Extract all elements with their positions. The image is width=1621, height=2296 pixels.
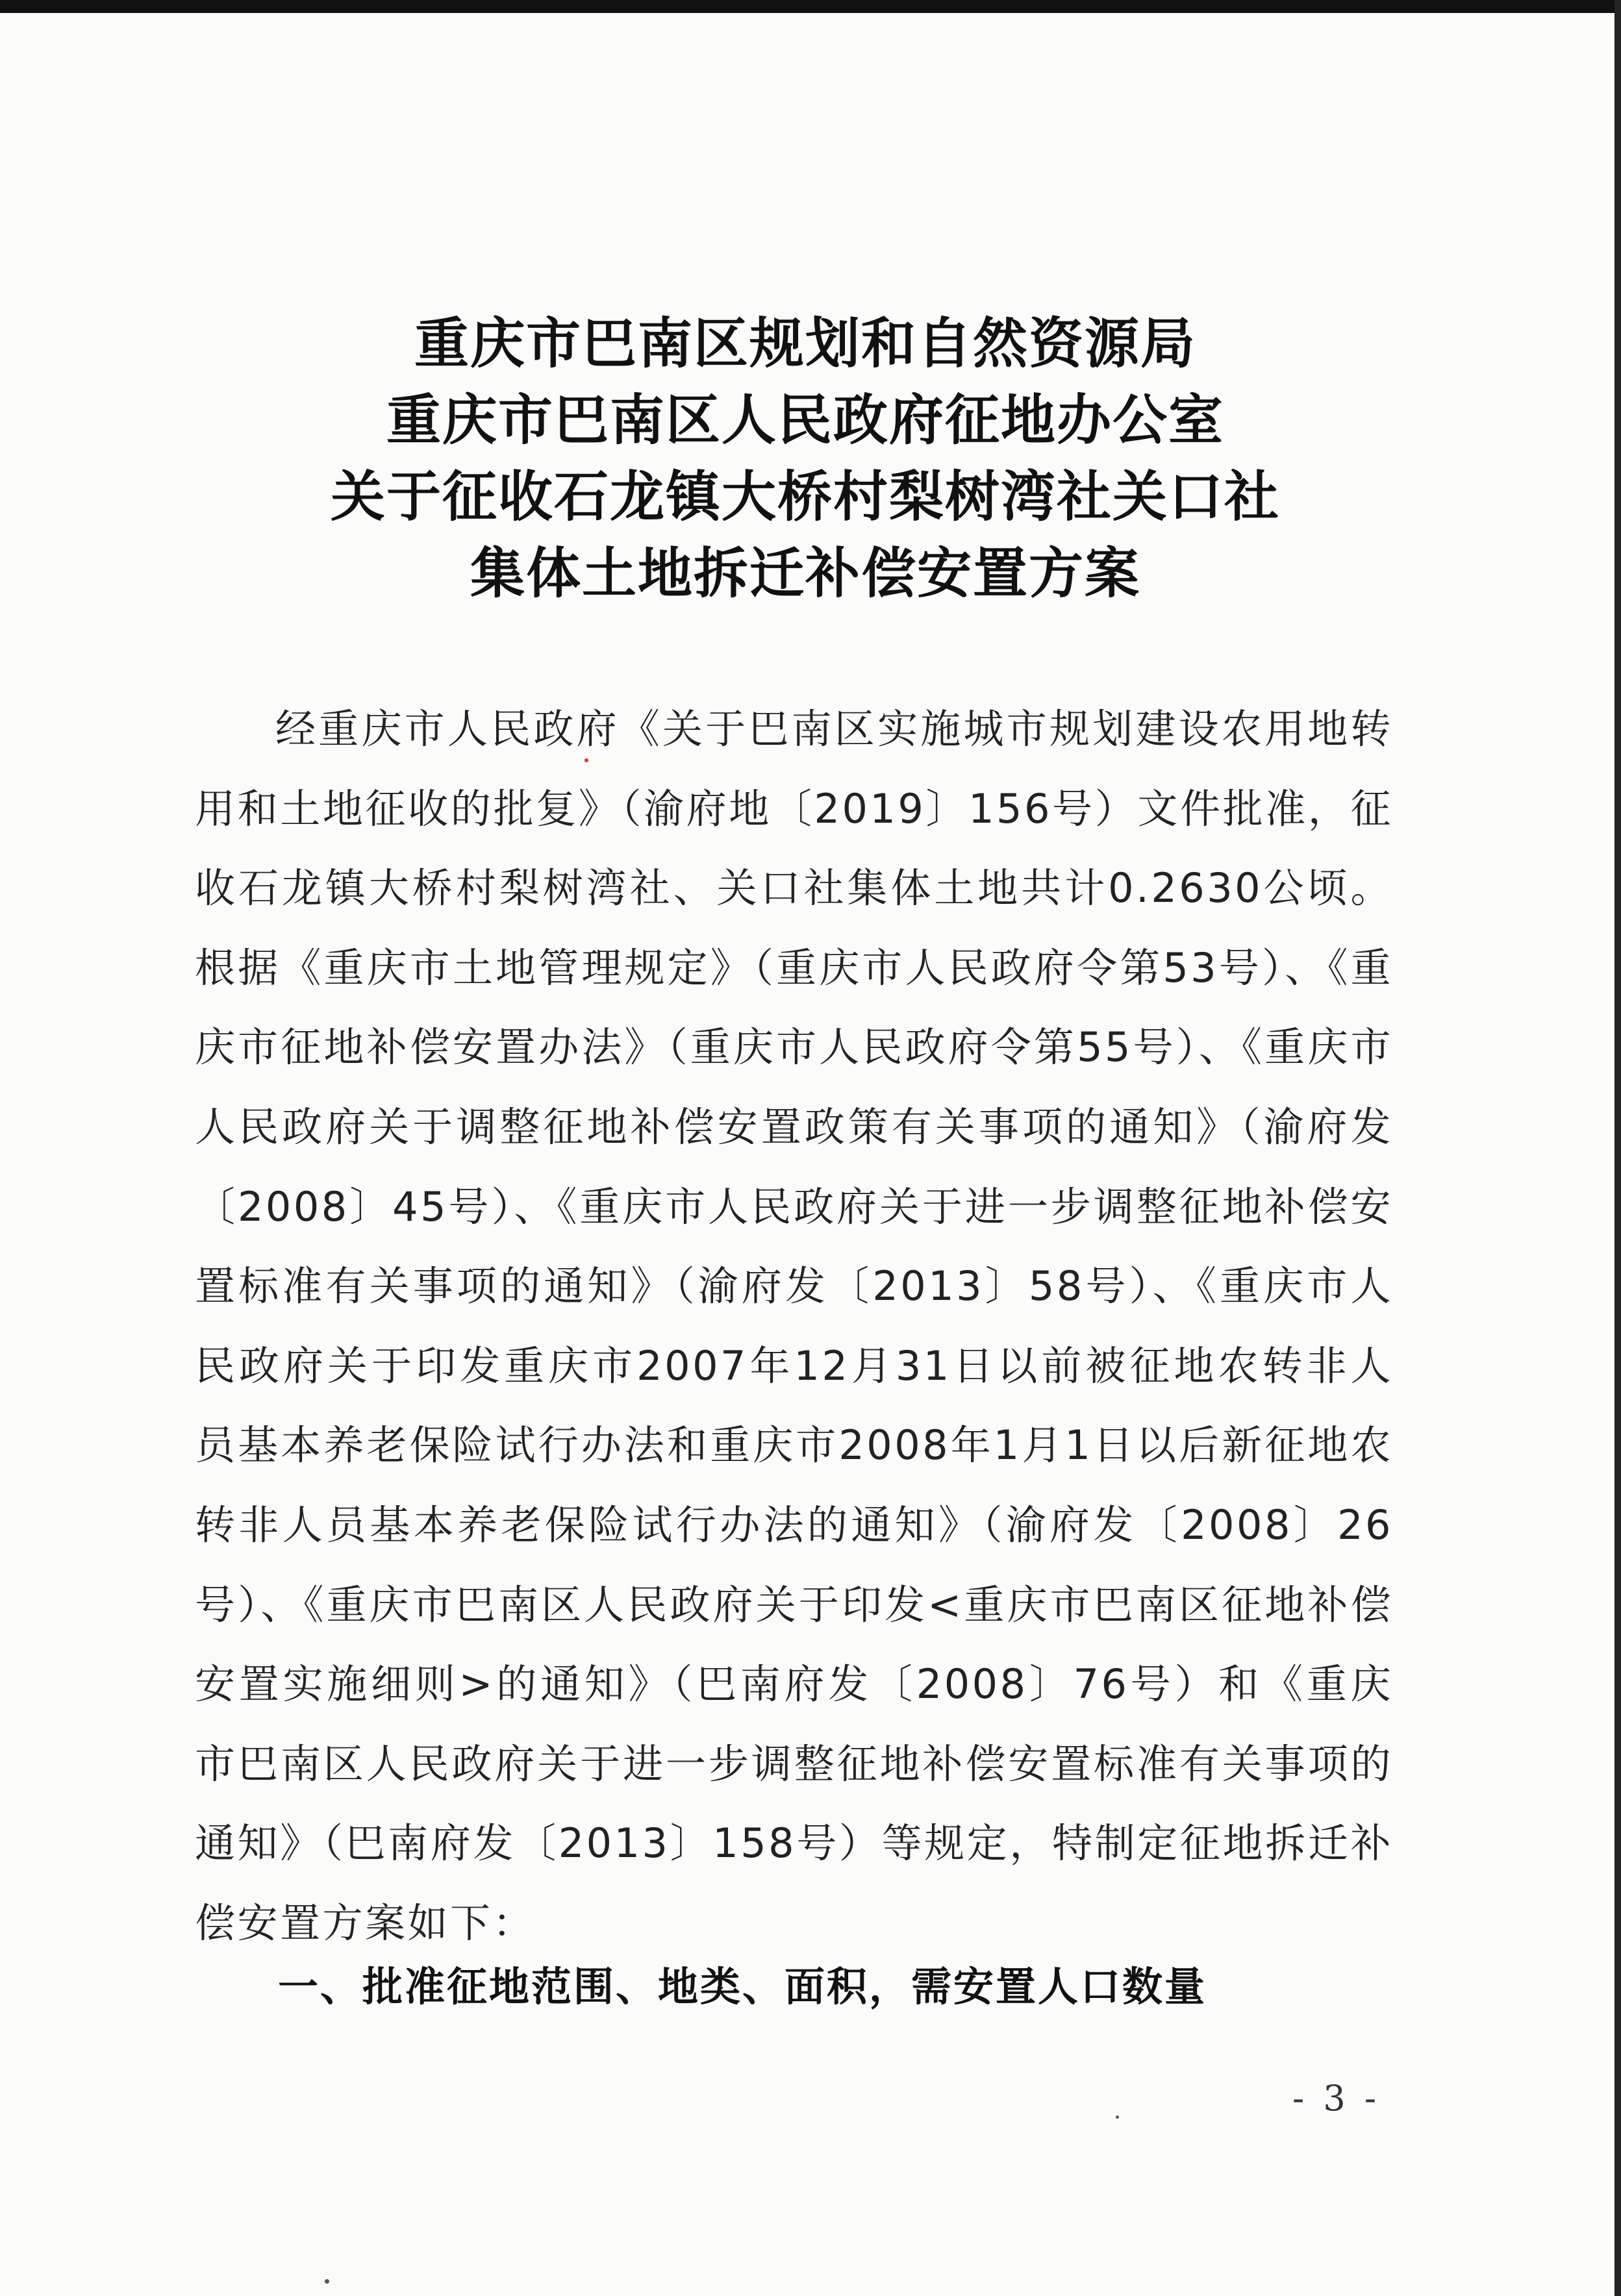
title-line-4: 集体土地拆迁补偿安置方案	[470, 541, 1140, 605]
body-text	[195, 690, 1393, 1964]
paragraph-1: 经重庆市人民政府《关于巴南区实施城市规划建设农用地转用和土地征收的批复》（渝府地〔2019〕156号）文件批准，征收石龙镇大桥村梨树湾社、关口社集体土地共计0.2630公顷。根据《重庆市土地管理规定》（重庆市人民政府令第53号）、《重庆市征地补偿安置办法》（重庆市人民政府令第55号）、《重庆市人民政府关于调整征地补偿安置政策有关事项的通知》（渝府发〔2008〕45号）、《重庆市人民政府关于进一步调整征地补偿安置标准有关事项的通知》（渝府发〔2013〕58号）、《重庆市人民政府关于印发重庆市2007年12月31日以前被征地农转非人员基本养老保险试行办法和重庆市2008年1月1日以后新征地农转非人员基本养老保险试行办法的通知》（渝府发〔2008〕26号）、《重庆市巴南区人民政府关于印发<重庆市巴南区征地补偿安置实施细则>的通知》（巴南府发〔2008〕76号）和《重庆市巴南区人民政府关于进一步调整征地补偿安置标准有关事项的通知》（巴南府发〔2013〕158号）等规定，特制定征地拆迁补偿安置方案如下：	[195, 705, 1393, 1947]
title-line-1: 重庆市巴南区规划和自然资源局	[414, 311, 1196, 375]
section-1-heading: 一、批准征地范围、地类、面积，需安置人口数量	[278, 1963, 1207, 2010]
scan-speck	[1116, 2115, 1119, 2119]
page-number: - 3 -	[1292, 2078, 1381, 2119]
title-line-3: 关于征收石龙镇大桥村梨树湾社关口社	[330, 464, 1280, 529]
scan-edge-right	[1615, 0, 1621, 2296]
document-title	[195, 305, 1416, 612]
scan-speck	[584, 758, 588, 762]
title-line-2: 重庆市巴南区人民政府征地办公室	[386, 388, 1224, 452]
scan-speck	[325, 2279, 329, 2284]
scan-edge-top	[0, 0, 1621, 13]
